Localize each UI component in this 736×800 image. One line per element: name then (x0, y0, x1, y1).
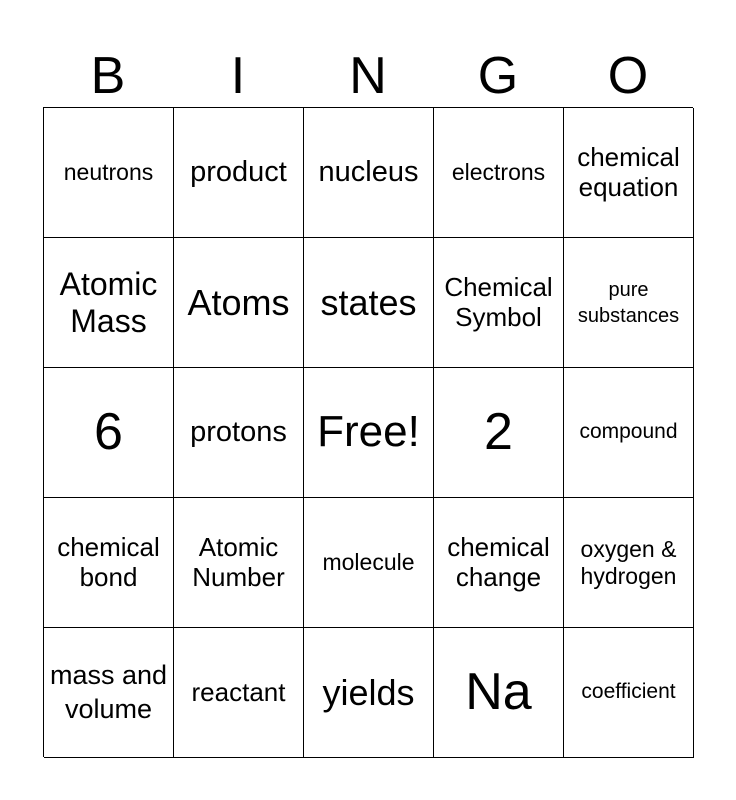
bingo-cell[interactable]: chemical change (434, 498, 564, 628)
bingo-cell[interactable]: mass and volume (44, 628, 174, 758)
bingo-cell[interactable]: product (174, 108, 304, 238)
bingo-cell[interactable]: Chemical Symbol (434, 238, 564, 368)
bingo-cell[interactable]: pure substances (564, 238, 694, 368)
bingo-cell[interactable]: 6 (44, 368, 174, 498)
bingo-header (43, 45, 693, 107)
bingo-cell[interactable]: Atomic Mass (44, 238, 174, 368)
bingo-cell[interactable]: protons (174, 368, 304, 498)
bingo-board (43, 107, 693, 757)
free-cell[interactable]: Free! (304, 368, 434, 498)
bingo-cell[interactable]: Atoms (174, 238, 304, 368)
bingo-cell[interactable]: Na (434, 628, 564, 758)
bingo-cell[interactable]: 2 (434, 368, 564, 498)
header-letter-o: O (607, 47, 649, 105)
bingo-cell[interactable]: neutrons (44, 108, 174, 238)
bingo-cell[interactable]: oxygen & hydrogen (564, 498, 694, 628)
bingo-cell[interactable]: states (304, 238, 434, 368)
bingo-cell[interactable]: chemical bond (44, 498, 174, 628)
bingo-cell[interactable]: Atomic Number (174, 498, 304, 628)
bingo-cell[interactable]: compound (564, 368, 694, 498)
bingo-cell[interactable]: electrons (434, 108, 564, 238)
header-letter-b: B (90, 47, 126, 105)
bingo-cell[interactable]: nucleus (304, 108, 434, 238)
header-letter-g: G (477, 47, 519, 105)
bingo-cell[interactable]: molecule (304, 498, 434, 628)
bingo-cell[interactable]: coefficient (564, 628, 694, 758)
header-letter-i: I (230, 47, 246, 105)
bingo-cell[interactable]: yields (304, 628, 434, 758)
header-letter-n: N (349, 47, 387, 105)
bingo-cell[interactable]: chemical equation (564, 108, 694, 238)
bingo-cell[interactable]: reactant (174, 628, 304, 758)
